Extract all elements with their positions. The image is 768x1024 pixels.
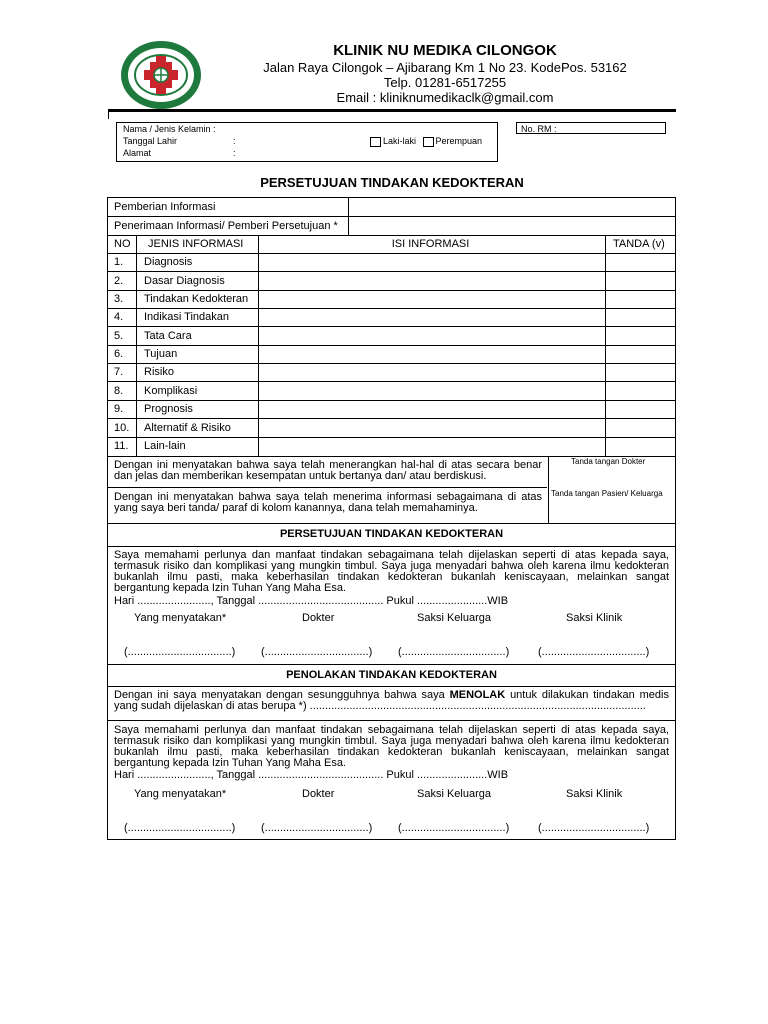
signatory-clinic-witness: Saksi Klinik — [566, 612, 623, 624]
row-no: 4. — [114, 311, 124, 323]
row-item: Diagnosis — [144, 256, 193, 268]
col-mark-header: TANDA (v) — [613, 238, 665, 250]
row-no: 3. — [114, 293, 124, 305]
row-divider — [108, 437, 675, 438]
row-no: 2. — [114, 275, 124, 287]
male-checkbox[interactable] — [370, 137, 381, 147]
clinic-email: Email : kliniknumedikaclk@gmail.com — [336, 90, 554, 105]
signature-blank: (..................................) — [124, 646, 236, 658]
doctor-signature-label: Tanda tangan Dokter — [571, 457, 646, 466]
row-divider — [108, 381, 675, 382]
medical-record-number: No. RM : — [516, 122, 666, 134]
receiver-label: Penerimaan Informasi/ Pemberi Persetujuan * — [114, 220, 338, 232]
female-checkbox[interactable] — [423, 137, 434, 147]
row-no: 7. — [114, 366, 124, 378]
refusal-date-line: Hari ........................, Tanggal ......................................... Pukul .......................WIB — [114, 769, 509, 781]
row-divider — [108, 253, 675, 254]
signatory-clinic-witness: Saksi Klinik — [566, 788, 623, 800]
row-item: Komplikasi — [144, 385, 198, 397]
row-divider — [108, 271, 675, 272]
patient-dob-colon: : — [233, 136, 236, 146]
signature-blank: (..................................) — [538, 646, 650, 658]
col-no-header: NO — [114, 238, 131, 250]
row-item: Risiko — [144, 366, 174, 378]
row-divider — [108, 664, 675, 665]
signature-column-divider — [548, 456, 549, 523]
row-no: 6. — [114, 348, 124, 360]
row-divider — [108, 290, 675, 291]
row-item: Alternatif & Risiko — [144, 422, 231, 434]
female-label: Perempuan — [435, 136, 483, 146]
refusal-statement-post: untuk dilakukan tindakan medis yang sudah dijelaskan di atas berupa *) .............................................................................................................. — [114, 689, 669, 712]
patient-name-label: Nama / Jenis Kelamin : — [123, 124, 216, 134]
signatory-declarant: Yang menyatakan* — [134, 612, 227, 624]
col-content-header: ISI INFORMASI — [391, 238, 470, 250]
patient-dob-label: Tanggal Lahir — [123, 136, 178, 146]
patient-statement: Dengan ini menyatakan bahwa saya telah menerima informasi sebagaimana di atas yang saya beri tanda/ paraf di kolom kanannya, dana telah memahaminya. — [114, 491, 542, 514]
signatory-declarant: Yang menyatakan* — [134, 788, 227, 800]
consent-section-title: PERSETUJUAN TINDAKAN KEDOKTERAN — [279, 528, 504, 540]
refusal-statement-pre: Dengan ini saya menyatakan dengan sesungguhnya bahwa saya — [114, 689, 445, 701]
patient-address-colon: : — [233, 148, 236, 158]
row-divider — [108, 308, 675, 309]
row-divider — [108, 418, 675, 419]
document-title: PERSETUJUAN TINDAKAN KEDOKTERAN — [260, 175, 524, 190]
consent-date-line: Hari ........................, Tanggal ......................................... Pukul .......................WIB — [114, 595, 509, 607]
row-no: 11. — [114, 440, 129, 452]
signature-blank: (..................................) — [261, 646, 373, 658]
signatory-family-witness: Saksi Keluarga — [417, 788, 491, 800]
row-item: Tindakan Kedokteran — [144, 293, 249, 305]
giver-label: Pemberian Informasi — [114, 201, 216, 213]
patient-signature-label: Tanda tangan Pasien/ Keluarga — [551, 489, 663, 498]
row-no: 5. — [114, 330, 124, 342]
row-item: Prognosis — [144, 403, 193, 415]
row-no: 8. — [114, 385, 124, 397]
row-divider — [108, 487, 547, 488]
clinic-logo — [120, 40, 202, 110]
signature-blank: (..................................) — [398, 822, 510, 834]
row-item: Tujuan — [144, 348, 178, 360]
signature-blank: (..................................) — [538, 822, 650, 834]
row-no: 1. — [114, 256, 124, 268]
row-item: Indikasi Tindakan — [144, 311, 229, 323]
refusal-statement — [114, 690, 669, 712]
row-divider — [108, 523, 675, 524]
row-divider — [108, 400, 675, 401]
row-item: Dasar Diagnosis — [144, 275, 225, 287]
row-divider — [108, 363, 675, 364]
doctor-statement: Dengan ini menyatakan bahwa saya telah menerangkan hal-hal di atas secara benar dan jelas dan memberikan kesempatan untuk bertanya dan/ atau berdiskusi. — [114, 459, 542, 482]
clinic-phone: Telp. 01281-6517255 — [383, 75, 507, 90]
patient-dob-row — [123, 135, 177, 147]
patient-address-label: Alamat — [123, 148, 152, 158]
clinic-header — [240, 42, 650, 105]
gender-options — [370, 135, 482, 147]
refusal-text: Saya memahami perlunya dan manfaat tindakan sebagaimana telah dijelaskan seperti di atas kepada saya, termasuk risiko dan komplikasi yang mungkin timbul. Saya juga menyadari bahwa oleh karena ilmu kedokteran bukanlah ilmu pasti, maka keberhasilan tindakan kedokteran bukanlah keniscayaan, melainkan sangat bergantung kepada Izin Tuhan Yang Maha Esa. — [114, 724, 669, 769]
header-divider — [108, 109, 676, 112]
row-divider — [108, 345, 675, 346]
signatory-doctor: Dokter — [302, 612, 335, 624]
consent-form — [107, 197, 676, 840]
refusal-keyword: MENOLAK — [449, 689, 506, 701]
row-divider — [108, 720, 675, 721]
refusal-section-title: PENOLAKAN TINDAKAN KEDOKTERAN — [286, 669, 497, 681]
row-no: 9. — [114, 403, 124, 415]
signature-blank: (..................................) — [124, 822, 236, 834]
header-divider-tick — [108, 109, 109, 119]
row-divider — [108, 216, 675, 217]
row-divider — [108, 686, 675, 687]
signature-blank: (..................................) — [261, 822, 373, 834]
row-divider — [108, 326, 675, 327]
signature-blank: (..................................) — [398, 646, 510, 658]
row-item: Tata Cara — [144, 330, 192, 342]
signatory-family-witness: Saksi Keluarga — [417, 612, 491, 624]
row-no: 10. — [114, 422, 130, 434]
patient-info-box — [116, 122, 498, 162]
male-label: Laki-laki — [383, 136, 417, 146]
clinic-name: KLINIK NU MEDIKA CILONGOK — [333, 42, 557, 59]
top-column-divider — [348, 198, 349, 235]
row-divider — [108, 235, 675, 236]
signatory-doctor: Dokter — [302, 788, 335, 800]
col-type-header: JENIS INFORMASI — [148, 238, 244, 250]
consent-text: Saya memahami perlunya dan manfaat tindakan sebagaimana telah dijelaskan seperti di atas kepada saya, termasuk risiko dan komplikasi yang mungkin timbul. Saya juga menyadari bahwa oleh karena ilmu kedokteran bukanlah ilmu pasti, maka keberhasilan tindakan kedokteran bukanlah keniscayaan, melainkan sangat bergantung kepada Izin Tuhan Yang Maha Esa. — [114, 549, 669, 594]
row-divider — [108, 546, 675, 547]
row-item: Lain-lain — [144, 440, 186, 452]
clinic-address: Jalan Raya Cilongok – Ajibarang Km 1 No 23. KodePos. 53162 — [263, 60, 627, 75]
